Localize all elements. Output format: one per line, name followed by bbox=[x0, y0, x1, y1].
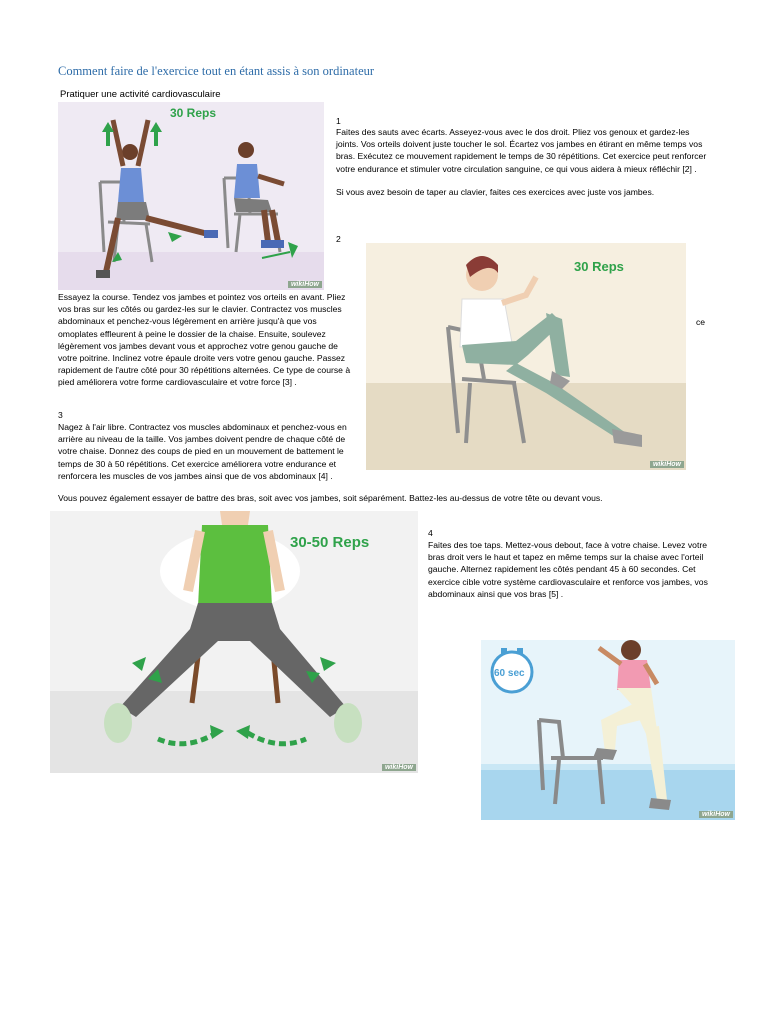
step-note: Si vous avez besoin de taper au clavier, faites ces exercices avec juste vos jambes. bbox=[336, 187, 655, 197]
step-number: 2 bbox=[336, 234, 341, 244]
watermark: wikiHow bbox=[699, 811, 733, 818]
section-subtitle: Pratiquer une activité cardiovasculaire bbox=[60, 89, 221, 100]
step-number: 1 bbox=[336, 116, 341, 126]
reps-badge: 30 Reps bbox=[574, 259, 624, 274]
step-text: Nagez à l'air libre. Contractez vos muscles abdominaux et penchez-vous en arrière au niveau de la taille. Vos jambes doivent pendre de chaque côté de votre chaise. Donnez des coups de pied en un mouvement de battement le temps de 30 à 50 répétitions. Cet exercice améliorera votre endurance et renforcera les muscles de vos jambes ainsi que de vos abdominaux [4] . bbox=[58, 422, 347, 481]
illustration-seated-swimming bbox=[50, 511, 418, 773]
illustration-toe-taps bbox=[481, 640, 735, 820]
reps-badge: 30 Reps bbox=[170, 106, 217, 120]
document-title: Comment faire de l'exercice tout en étant assis à son ordinateur bbox=[58, 64, 375, 78]
watermark: wikiHow bbox=[288, 281, 322, 288]
timer-badge: 60 sec bbox=[494, 668, 525, 679]
step-trailing-text: ce bbox=[696, 317, 706, 327]
step-note: Vous pouvez également essayer de battre des bras, soit avec vos jambes, soit séparément. Battez-les au-dessus de votre tête ou devant vous. bbox=[58, 493, 603, 503]
reps-badge: 30-50 Reps bbox=[290, 534, 370, 551]
step-text: Faites des sauts avec écarts. Asseyez-vous avec le dos droit. Pliez vos genoux et gardez-les joints. Vos orteils doivent juste toucher le sol. Écartez vos jambes en étirant en même temps vos bras. Exécutez ce mouvement rapidement le temps de 30 répétitions. Cet exercice peut renforcer votre endurance et stimuler votre circulation sanguine, ce qui vous aidera à mieux réfléchir [2] . bbox=[336, 127, 707, 174]
illustration-seated-running bbox=[366, 243, 686, 470]
step-number: 3 bbox=[58, 410, 63, 420]
watermark: wikiHow bbox=[382, 764, 416, 771]
step-number: 4 bbox=[428, 528, 433, 538]
illustration-jumping-jacks bbox=[58, 102, 324, 290]
step-text: Essayez la course. Tendez vos jambes et pointez vos orteils en avant. Pliez vos bras sur les côtés ou gardez-les sur le clavier. Contractez vos muscles abdominaux et penchez-vous légèrement en arrière jusqu'à que vos omoplates effleurent à peine le dossier de la chaise. Ensuite, soulevez légèrement vos jambes devant vous et approchez votre genou gauche de votre poitrine. Inclinez votre épaule droite vers votre genou gauche. Passez rapidement de l'autre côté pour 30 répétitions alternées. Ce type de course à pied améliorera votre forme cardiovasculaire et votre force [3] . bbox=[58, 292, 351, 388]
watermark: wikiHow bbox=[650, 461, 684, 468]
step-text: Faites des toe taps. Mettez-vous debout, face à votre chaise. Levez votre bras droit vers le haut et tapez en même temps sur la chaise avec l'orteil gauche. Alternez rapidement les côtés pendant 45 à 60 secondes. Cet exercice cible votre système cardiovasculaire et renforce vos jambes, vos abdominaux ainsi que vos bras [5] . bbox=[428, 540, 708, 599]
